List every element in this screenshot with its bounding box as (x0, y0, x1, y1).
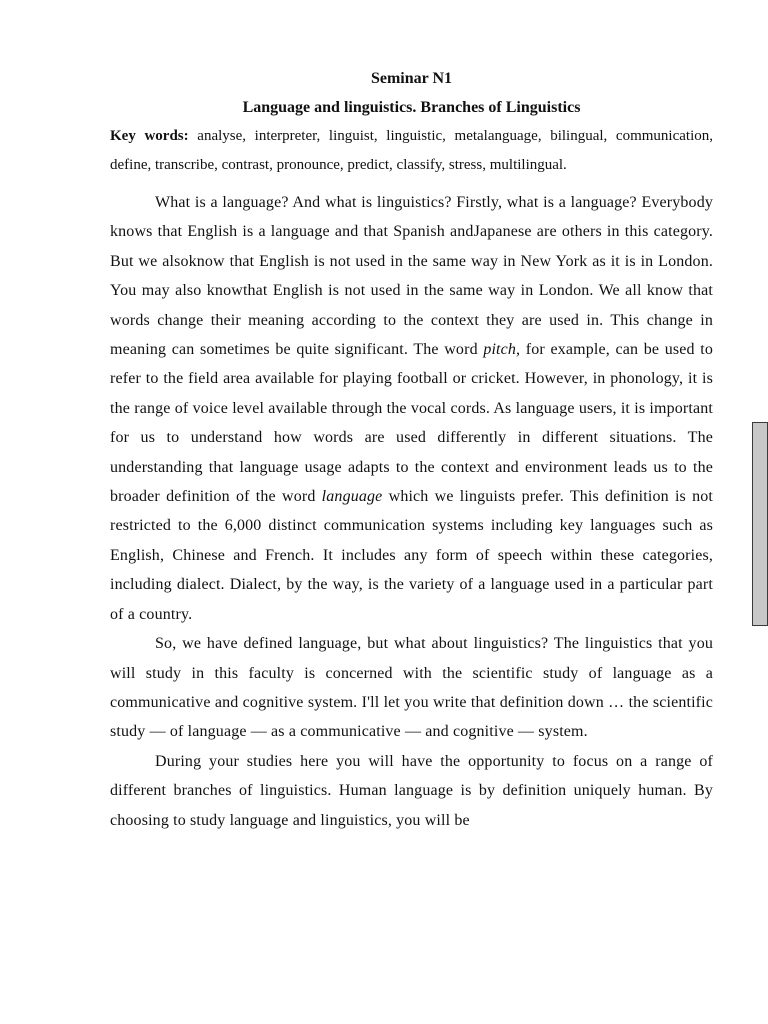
keywords-list: analyse, interpreter, linguist, linguistic, metalanguage, bilingual, communication, define, transcribe, contrast, pronounce, predict, classify, stress, multilingual. (110, 128, 713, 173)
document-body (110, 64, 713, 835)
paragraph-branches: During your studies here you will have the opportunity to focus on a range of different branches of linguistics. Human language is by definition uniquely human. By choosing to study language and linguistics, you will be (110, 752, 713, 829)
topic-title: Language and linguistics. Branches of Linguistics (242, 99, 581, 116)
paragraph-text: What is a language? And what is linguistics? Firstly, what is a language? Everybody knows that English is a language and that Spanish andJapanese are others in this category. But we alsoknow that English is not used in the same way in New York as it is in London. You may also knowthat English is not used in the same way in London. We all know that words change their meaning according to the context they are used in. This change in meaning can sometimes be quite significant. The word (110, 194, 713, 359)
keywords-label: Key words: (110, 128, 189, 144)
emphasis-pitch: pitch, (483, 341, 521, 359)
keywords-paragraph (110, 122, 713, 180)
paragraph-text: which we linguists prefer. This definition is not restricted to the 6,000 distinct communication systems including key languages such as English, Chinese and French. It includes any form of speech within these categories, including dialect. Dialect, by the way, is the variety of a language used in a particular part of a country. (110, 488, 714, 623)
seminar-title: Seminar N1 (370, 70, 453, 87)
scrollbar-thumb[interactable] (752, 422, 768, 626)
paragraph-linguistics-definition: So, we have defined language, but what about linguistics? The linguistics that you will study in this faculty is concerned with the scientific study of language as a communicative and cognitive system. I'll let you write that definition down … the scientific study — of language — as a communicative — and cognitive — system. (110, 635, 713, 741)
paragraph-language-definition (110, 188, 713, 629)
emphasis-language: language (321, 488, 383, 506)
paragraph-text: for example, can be used to refer to the field area available for playing football or cricket. However, in phonology, it is the range of voice level available through the vocal cords. As language users, it is important for us to understand how words are used differently in different situations. The understanding that language usage adapts to the context and environment leads us to the broader definition of the word (110, 341, 713, 506)
